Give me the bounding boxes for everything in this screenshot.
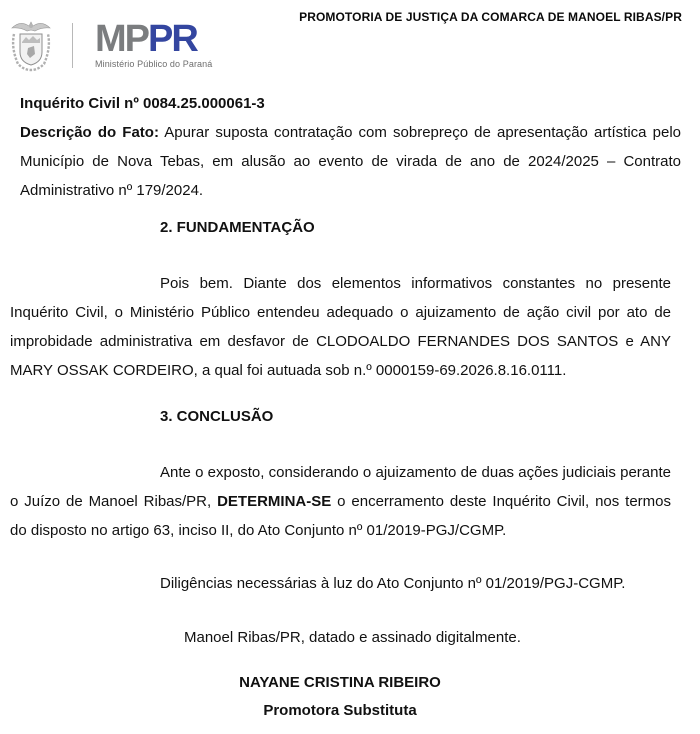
section-3-paragraph xyxy=(10,458,671,545)
conclusion-text-start: Ante o exposto, considerando o ajuizamento de duas ações judiciais perante o Juízo de Manoel Ribas/PR, xyxy=(10,464,671,510)
mppr-wordmark xyxy=(95,20,212,58)
inquiry-title: Inquérito Civil nº 0084.25.000061-3 xyxy=(20,95,265,112)
brand-subtitle: Ministério Público do Paraná xyxy=(95,59,213,69)
brand-mp: MP xyxy=(95,18,148,60)
brand-pr: PR xyxy=(148,18,197,60)
section-2-heading: 2. FUNDAMENTAÇÃO xyxy=(160,219,315,236)
diligences-paragraph: Diligências necessárias à luz do Ato Conjunto nº 01/2019/PGJ-CGMP. xyxy=(160,575,626,592)
closing-line: Manoel Ribas/PR, datado e assinado digitalmente. xyxy=(184,629,521,646)
conclusion-text-end: o encerramento deste Inquérito Civil, nos termos do disposto no artigo 63, inciso II, do Ato Conjunto nº 01/2019-PGJ/CGMP. xyxy=(10,493,672,539)
description-text: Apurar suposta contratação com sobrepreço de apresentação artística pelo Município de Nova Tebas, em alusão ao evento de virada de ano de 2024/2025 – Contrato Administrativo nº 179/2024. xyxy=(20,124,682,199)
signatory-name: NAYANE CRISTINA RIBEIRO xyxy=(239,674,441,691)
description-label: Descrição do Fato: xyxy=(20,124,159,141)
document-header xyxy=(0,0,700,85)
signatory-role: Promotora Substituta xyxy=(263,702,417,719)
parana-coat-of-arms-icon xyxy=(8,18,54,72)
mppr-logo xyxy=(95,20,212,69)
section-3-heading: 3. CONCLUSÃO xyxy=(160,408,274,425)
inquiry-block xyxy=(20,89,681,205)
determination-keyword: DETERMINA-SE xyxy=(217,493,332,510)
office-title: PROMOTORIA DE JUSTIÇA DA COMARCA DE MANOEL RIBAS/PR xyxy=(299,10,682,24)
section-2-paragraph: Pois bem. Diante dos elementos informativos constantes no presente Inquérito Civil, o Ministério Público entendeu adequado o ajuizamento de ação civil por ato de improbidade administrativa em desfavor de CLODOALDO FERNANDES DOS SANTOS e ANY MARY OSSAK CORDEIRO, a qual foi autuada sob n.º 0000159-69.2026.8.16.0111. xyxy=(10,275,671,379)
logo-divider xyxy=(72,23,73,68)
fact-description xyxy=(20,118,681,205)
